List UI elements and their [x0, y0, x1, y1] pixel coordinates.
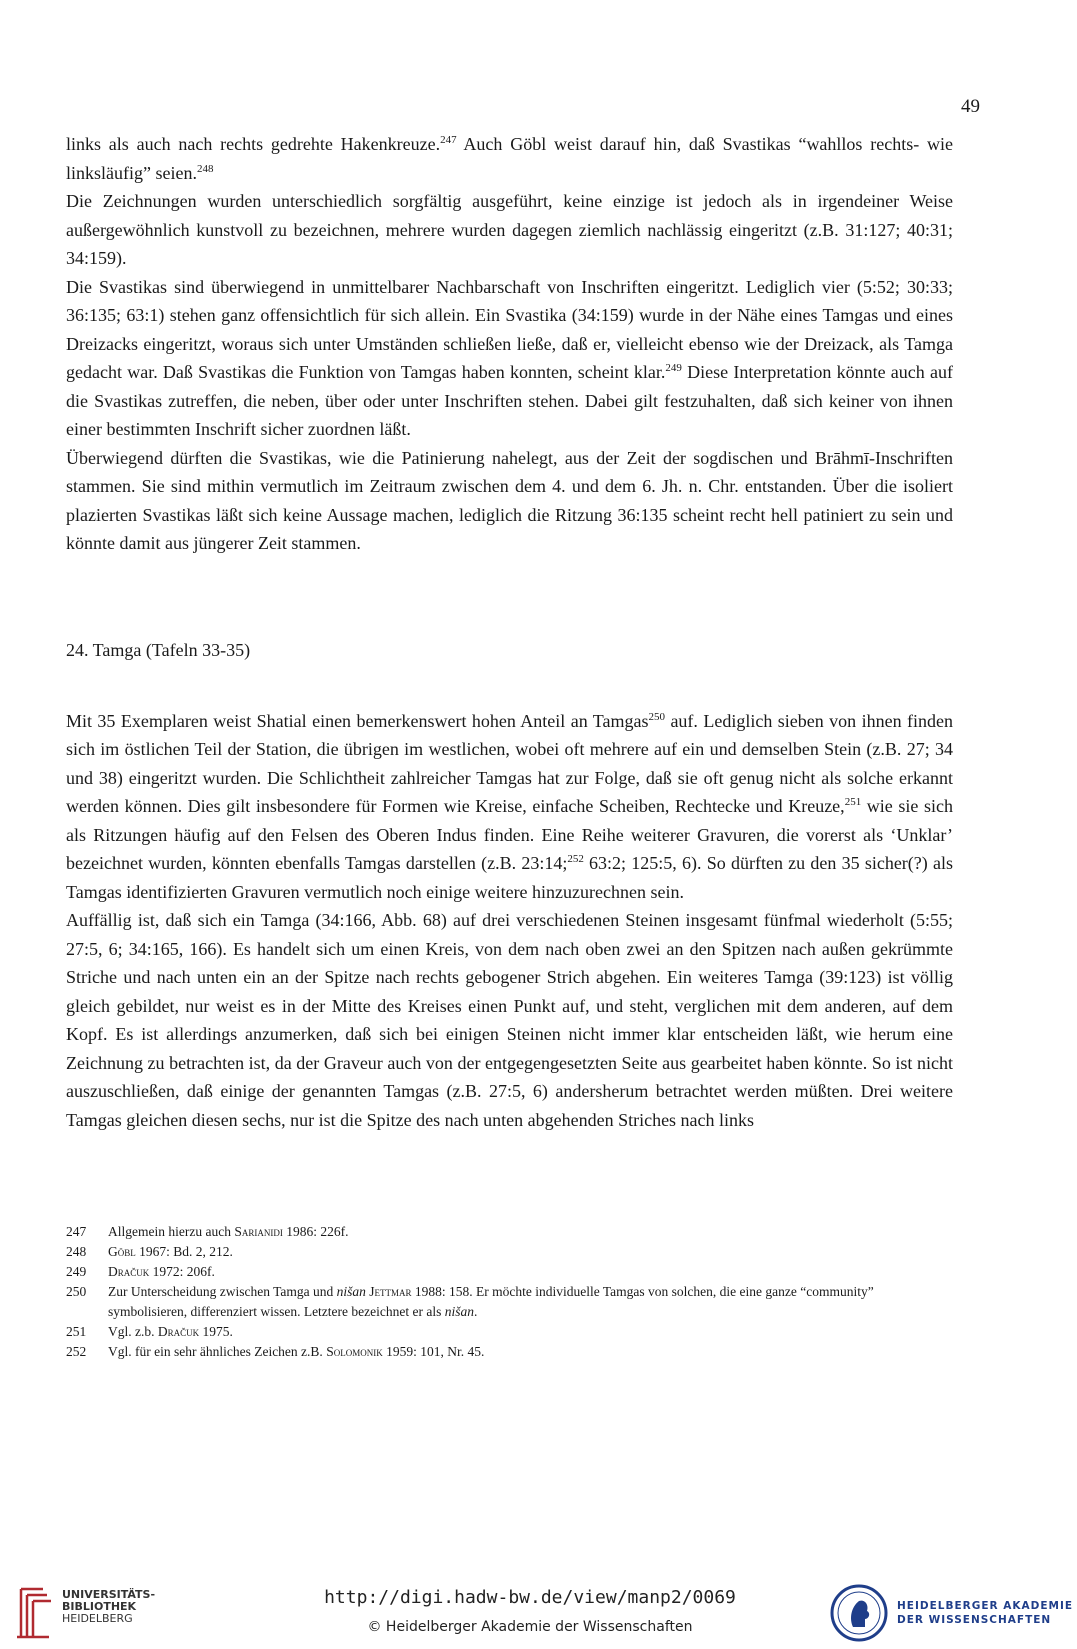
text-run: 1986: 226f. [282, 1224, 349, 1239]
footnote-reference: 249 [665, 362, 682, 374]
author-name: Dračuk [108, 1264, 150, 1279]
page-number: 49 [961, 96, 980, 117]
text-run: 1975. [199, 1324, 233, 1339]
page-footer [0, 1579, 1077, 1649]
footnote-reference: 247 [440, 134, 457, 146]
body-text-section-1 [66, 130, 953, 558]
academy-seal-icon [829, 1583, 889, 1643]
body-text-section-2 [66, 636, 953, 1134]
academy-name: HEIDELBERGER AKADEMIE DER WISSENSCHAFTEN [897, 1600, 1074, 1626]
document-url-link[interactable]: http://digi.hadw-bw.de/view/manp2/0069 [324, 1587, 736, 1608]
section-2-paragraphs [66, 707, 953, 1135]
text-run: Die Svastikas sind überwiegend in unmittelbarer Nachbarschaft von Inschriften eingeritzt. Lediglich vier (5:52; 30:33; 36:135; 63:1) stehen ganz offensichtlich für sich allein. Ein Svastika (34:159) wurde in der Nähe eines Tamgas und eines Dreizacks eingeritzt, woraus sich unter Umständen schließen ließe, daß er, vielleicht ebenso wie der Dreizack, als Tamga gedacht war. Daß Svastikas die Funktion von Tamgas haben konnten, scheint klar. [66, 276, 953, 382]
text-run: 1988: 158. Er möchte individuelle Tamgas von solchen, die eine ganze “community” symbolisieren, differenziert wissen. Letztere bezeichnet er als [108, 1284, 874, 1319]
italic-term: nišan [336, 1284, 366, 1299]
footnote-text [108, 1282, 953, 1322]
italic-term: nišan [444, 1304, 474, 1319]
text-run: Vgl. z.b. [108, 1324, 158, 1339]
footnote-text [108, 1342, 953, 1362]
section-heading: 24. Tamga (Tafeln 33-35) [66, 640, 251, 660]
footnote-text [108, 1262, 953, 1282]
footnote [66, 1282, 953, 1322]
copyright-notice: © Heidelberger Akademie der Wissenschaften [367, 1619, 693, 1635]
footnote-text [108, 1222, 953, 1242]
footnote-number: 250 [66, 1284, 87, 1299]
university-library-name: UNIVERSITÄTS- BIBLIOTHEK HEIDELBERG [62, 1588, 156, 1625]
text-run: 1959: 101, Nr. 45. [382, 1344, 485, 1359]
footnote-reference: 248 [196, 162, 214, 175]
author-name: Göbl [108, 1244, 136, 1259]
footnote-number: 249 [66, 1264, 87, 1279]
text-run: Die Zeichnungen wurden unterschiedlich sorgfältig ausgeführt, keine einzige ist jedoch als in irgendeiner Weise außergewöhnlich kunstvoll zu bezeichnen, mehrere wurden dagegen ziemlich nachlässig eingeritzt (z.B. 31:127; 40:31; 34:159). [66, 191, 953, 268]
footnote-text [108, 1242, 953, 1262]
text-run: links als auch nach rechts gedrehte Hakenkreuze. [66, 134, 441, 154]
paragraph [66, 906, 953, 1134]
paragraph [66, 130, 953, 187]
paragraph [66, 444, 953, 558]
text-run: 63:2; 125:5, 6). So dürften zu den 35 sicher(?) als Tamgas identifizierten Gravuren vermutlich noch einige weitere hinzuzurechnen sein. [66, 853, 953, 902]
author-name: Dračuk [157, 1324, 200, 1339]
footnote [66, 1222, 953, 1242]
author-name: Sarianidi [234, 1224, 283, 1239]
author-name: Jettmar [369, 1284, 412, 1299]
text-run: . [474, 1304, 478, 1319]
text-run: Vgl. für ein sehr ähnliches Zeichen z.B. [108, 1344, 327, 1359]
footnote-number: 247 [66, 1224, 87, 1239]
text-run: auf. Lediglich sieben von ihnen finden sich im östlichen Teil der Station, die übrigen im westlichen, wobei oft mehrere auf ein und demselben Stein (z.B. 27; 34 und 38) eingeritzt wurden. Die Schlichtheit zahlreicher Tamgas hat zur Folge, daß sie oft genug nicht als solche erkannt werden können. Dies gilt insbesondere für Formen wie Kreise, einfache Scheiben, Rechtecke und Kreuze, [66, 710, 953, 816]
footnote-reference: 251 [844, 796, 862, 808]
text-run: wie sie sich als Ritzungen häufig auf den Felsen des Oberen Indus finden. Eine Reihe weiterer Gravuren, die vorerst als ‘Unklar’ bezeichnet wurden, könnten ebenfalls Tamgas darstellen (z.B. 23:14; [66, 796, 954, 873]
text-run: Mit 35 Exemplaren weist Shatial einen bemerkenswert hohen Anteil an Tamgas [66, 710, 649, 731]
footnote-reference: 250 [648, 710, 666, 723]
footnote-reference: 252 [567, 853, 584, 865]
text-run: Überwiegend dürften die Svastikas, wie die Patinierung nahelegt, aus der Zeit der sogdischen und Brāhmī-Inschriften stammen. Sie sind mithin vermutlich im Zeitraum zwischen dem 4. und dem 6. Jh. n. Chr. entstanden. Über die isoliert plazierten Svastikas läßt sich keine Aussage machen, lediglich die Ritzung 36:135 scheint recht hell patiniert zu sein und könnte damit aus jüngerer Zeit stammen. [66, 447, 953, 553]
footnote [66, 1342, 953, 1362]
text-run: 1967: Bd. 2, 212. [135, 1244, 233, 1259]
text-run: Diese Interpretation könnte auch auf die Svastikas zutreffen, die neben, über oder unter Inschriften stehen. Dabei gilt festzuhalten, daß sich keiner von ihnen einer bestimmten Inschrift sicher zuordnen läßt. [66, 362, 954, 439]
footnote-number: 248 [66, 1244, 87, 1259]
text-run: Auch Göbl weist darauf hin, daß Svastikas “wahllos rechts- wie linksläufig” seien. [66, 134, 953, 183]
footnote [66, 1262, 953, 1282]
text-run: Zur Unterscheidung zwischen Tamga und [108, 1284, 337, 1299]
footnote-text [108, 1322, 953, 1342]
text-run: Auffällig ist, daß sich ein Tamga (34:166, Abb. 68) auf drei verschiedenen Steinen insgesamt fünfmal wiederholt (5:55; 27:5, 6; 34:165, 166). Es handelt sich um einen Kreis, von dem nach oben zwei an den Spitzen nach außen gekrümmte Striche und nach unten ein an der Spitze nach rechts gebogener Strich abgehen. Ein weiteres Tamga (39:123) ist völlig gleich gebildet, nur weist es in der Mitte des Kreises einen Punkt auf, und steht, verglichen mit dem anderen, auf dem Kopf. Es ist allerdings anzumerken, daß sich bei einigen Steinen nicht immer klar entscheiden läßt, wie herum eine Zeichnung zu betrachten ist, da der Graveur auch von der entgegengesetzten Seite aus gearbeitet haben könnte. So ist nicht auszuschließen, daß einige der genannten Tamgas (z.B. 27:5, 6) andersherum betrachtet werden müßten. Drei weitere Tamgas gleichen diesen sechs, nur ist die Spitze des nach unten abgehenden Striches nach links [66, 910, 953, 1130]
footnote-number: 251 [66, 1324, 87, 1339]
paragraph [66, 273, 953, 444]
footnotes [66, 1222, 953, 1362]
text-run: Allgemein hierzu auch [108, 1224, 235, 1239]
university-library-logo-icon [13, 1585, 53, 1641]
paragraph [66, 707, 953, 907]
author-name: Solomonik [326, 1344, 383, 1359]
paragraph [66, 187, 953, 273]
footnote [66, 1242, 953, 1262]
text-run: 1972: 206f. [149, 1264, 215, 1279]
footnote [66, 1322, 953, 1342]
footnote-number: 252 [66, 1344, 87, 1359]
